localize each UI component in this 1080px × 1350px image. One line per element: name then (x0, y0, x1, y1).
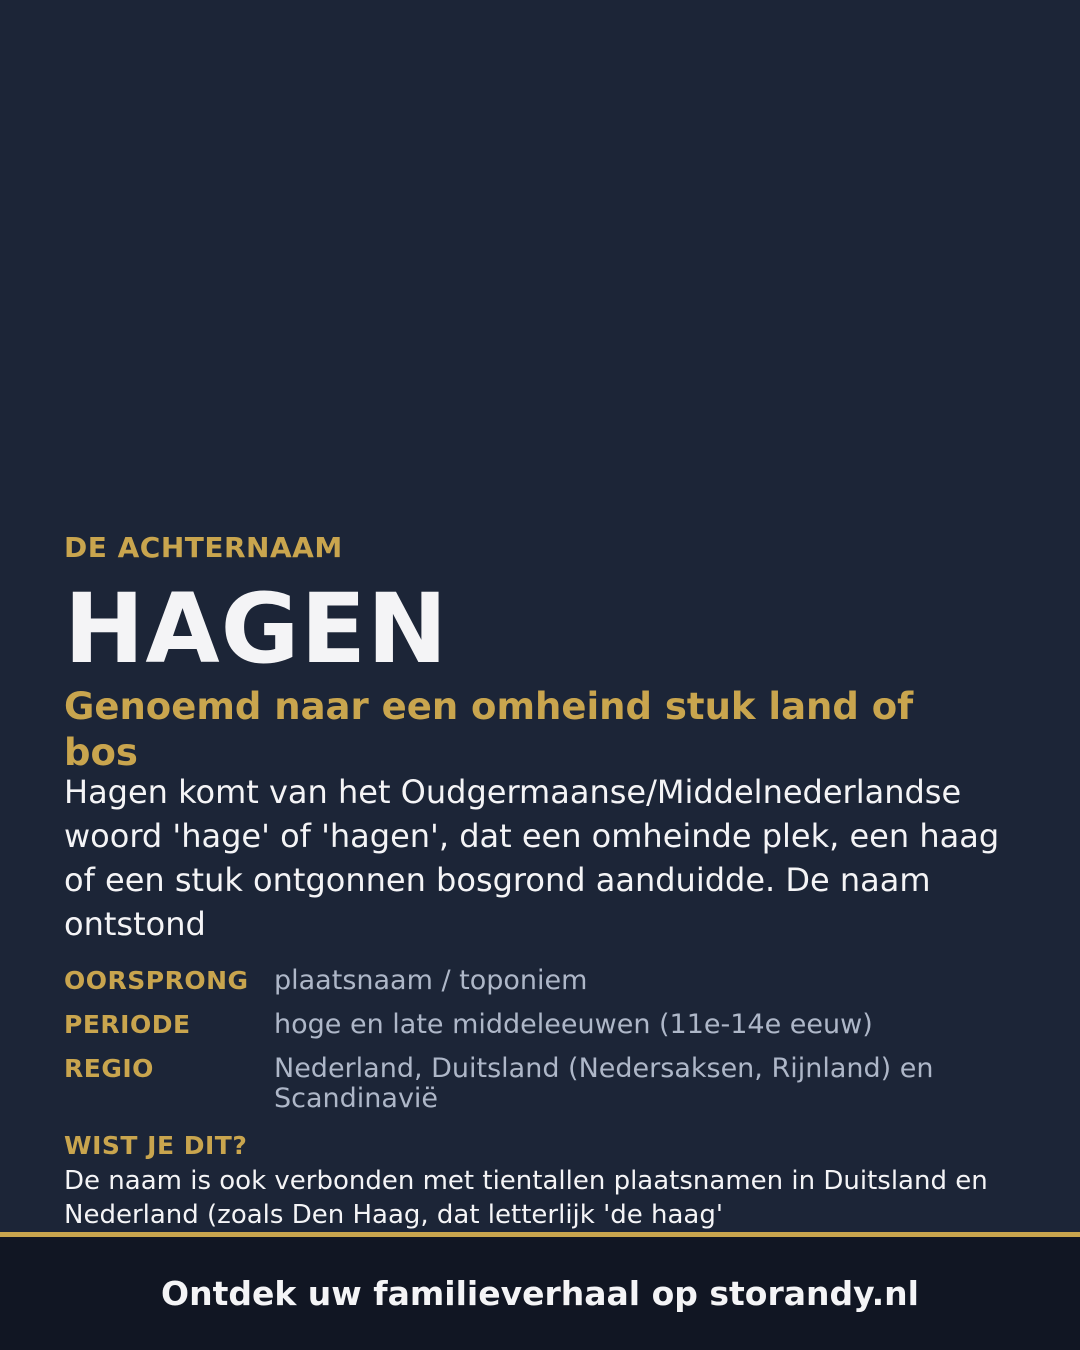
fact-region (64, 1054, 1016, 1114)
surname-subtitle: Genoemd naar een omheind stuk land of bos (64, 685, 914, 774)
did-you-know-label: WIST JE DIT? (64, 1131, 248, 1160)
fact-period (64, 1010, 1016, 1040)
fact-value: hoge en late middeleeuwen (11e-14e eeuw) (274, 1009, 873, 1040)
fact-origin (64, 966, 1016, 996)
fact-value: plaatsnaam / toponiem (274, 965, 588, 996)
fact-label: REGIO (64, 1054, 154, 1083)
facts-list (64, 966, 1016, 1128)
surname-title: HAGEN (64, 573, 449, 685)
footer-cta-link[interactable]: Ontdek uw familieverhaal op storandy.nl (161, 1273, 919, 1313)
surname-card (64, 0, 1016, 1232)
fact-label: PERIODE (64, 1010, 191, 1039)
surname-description: Hagen komt van het Oudgermaanse/Middelnederlandse woord 'hage' of 'hagen', dat een omheinde plek, een haag of een stuk ontgonnen bosgrond aanduidde. De naam ontstond (64, 773, 1000, 943)
footer-banner (0, 1232, 1080, 1350)
eyebrow-label: DE ACHTERNAAM (64, 531, 343, 564)
fact-value: Nederland, Duitsland (Nedersaksen, Rijnland) en Scandinavië (274, 1053, 934, 1114)
fact-label: OORSPRONG (64, 966, 249, 995)
did-you-know-text: De naam is ook verbonden met tientallen plaatsnamen in Duitsland en Nederland (zoals Den Haag, dat letterlijk 'de haag' (64, 1166, 988, 1230)
